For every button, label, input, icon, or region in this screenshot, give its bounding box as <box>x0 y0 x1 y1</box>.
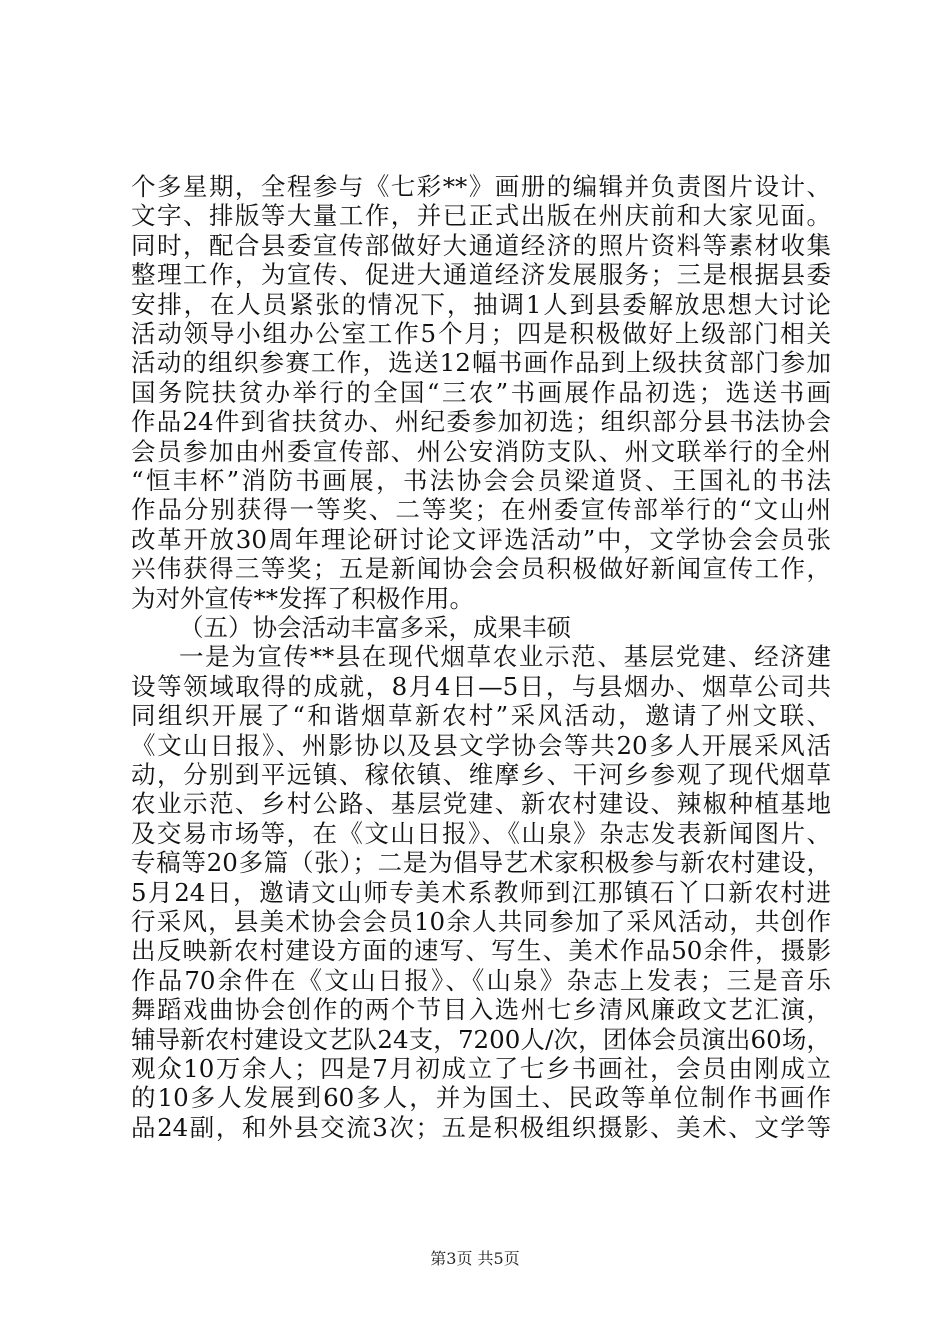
text-line: 同时，配合县委宣传部做好大通道经济的照片资料等素材收集 <box>131 230 831 260</box>
text-line: 兴伟获得三等奖；五是新闻协会会员积极做好新闻宣传工作， <box>131 554 831 584</box>
text-line: 5月24日，邀请文山师专美术系教师到江那镇石丫口新农村进 <box>131 877 831 907</box>
text-line: 改革开放30周年理论研讨论文评选活动”中，文学协会会员张 <box>131 524 831 554</box>
text-line: 国务院扶贫办举行的全国“三农”书画展作品初选；选送书画 <box>131 377 831 407</box>
page-footer: 第3页 共5页 <box>430 1249 520 1268</box>
text-line: 同组织开展了“和谐烟草新农村”采风活动，邀请了州文联、 <box>131 701 831 731</box>
text-line: 文字、排版等大量工作，并已正式出版在州庆前和大家见面。 <box>131 201 831 231</box>
text-line: 观众10万余人；四是7月初成立了七乡书画社，会员由刚成立 <box>131 1054 831 1083</box>
text-line: 作品24件到省扶贫办、州纪委参加初选；组织部分县书法协会 <box>131 407 831 437</box>
text-line: 《文山日报》、州影协以及县文学协会等共20多人开展采风活 <box>131 730 831 760</box>
text-line: 出反映新农村建设方面的速写、写生、美术作品50余件，摄影 <box>131 936 831 966</box>
text-line: 及交易市场等，在《文山日报》、《山泉》杂志发表新闻图片、 <box>131 818 831 848</box>
text-line: 农业示范、乡村公路、基层党建、新农村建设、辣椒种植基地 <box>131 789 831 819</box>
text-line: 会员参加由州委宣传部、州公安消防支队、州文联举行的全州 <box>131 436 831 466</box>
text-line: 一是为宣传**县在现代烟草农业示范、基层党建、经济建 <box>179 642 831 672</box>
text-line: 专稿等20多篇（张）；二是为倡导艺术家积极参与新农村建设， <box>131 848 831 878</box>
text-line: 品24副，和外县交流3次；五是积极组织摄影、美术、文学等 <box>131 1112 831 1142</box>
text-line: 的10多人发展到60多人，并为国土、民政等单位制作书画作 <box>131 1083 831 1113</box>
text-line: “恒丰杯”消防书画展，书法协会会员梁道贤、王国礼的书法 <box>131 466 831 495</box>
text-line: 个多星期，全程参与《七彩**》画册的编辑并负责图片设计、 <box>131 172 831 201</box>
text-line: 作品70余件在《文山日报》、《山泉》杂志上发表；三是音乐 <box>131 965 831 995</box>
text-line: 辅导新农村建设文艺队24支，7200人/次，团体会员演出60场， <box>131 1024 831 1054</box>
text-line: 作品分别获得一等奖、二等奖；在州委宣传部举行的“文山州 <box>131 495 831 525</box>
text-line: 为对外宣传**发挥了积极作用。 <box>131 583 474 613</box>
text-line: 行采风，县美术协会会员10余人共同参加了采风活动，共创作 <box>131 907 831 936</box>
text-line: 活动领导小组办公室工作5个月；四是积极做好上级部门相关 <box>131 319 831 348</box>
text-line: 舞蹈戏曲协会创作的两个节目入选州七乡清风廉政文艺汇演， <box>131 995 831 1025</box>
text-line: 动，分别到平远镇、稼依镇、维摩乡、干河乡参观了现代烟草 <box>131 760 831 789</box>
section-heading: （五）协会活动丰富多采，成果丰硕 <box>179 613 571 642</box>
text-line: 整理工作，为宣传、促进大通道经济发展服务；三是根据县委 <box>131 260 831 290</box>
text-line: 安排，在人员紧张的情况下，抽调1人到县委解放思想大讨论 <box>131 289 831 319</box>
text-line: 活动的组织参赛工作，选送12幅书画作品到上级扶贫部门参加 <box>131 348 831 378</box>
text-line: 设等领域取得的成就，8月4日—5日，与县烟办、烟草公司共 <box>131 671 831 701</box>
